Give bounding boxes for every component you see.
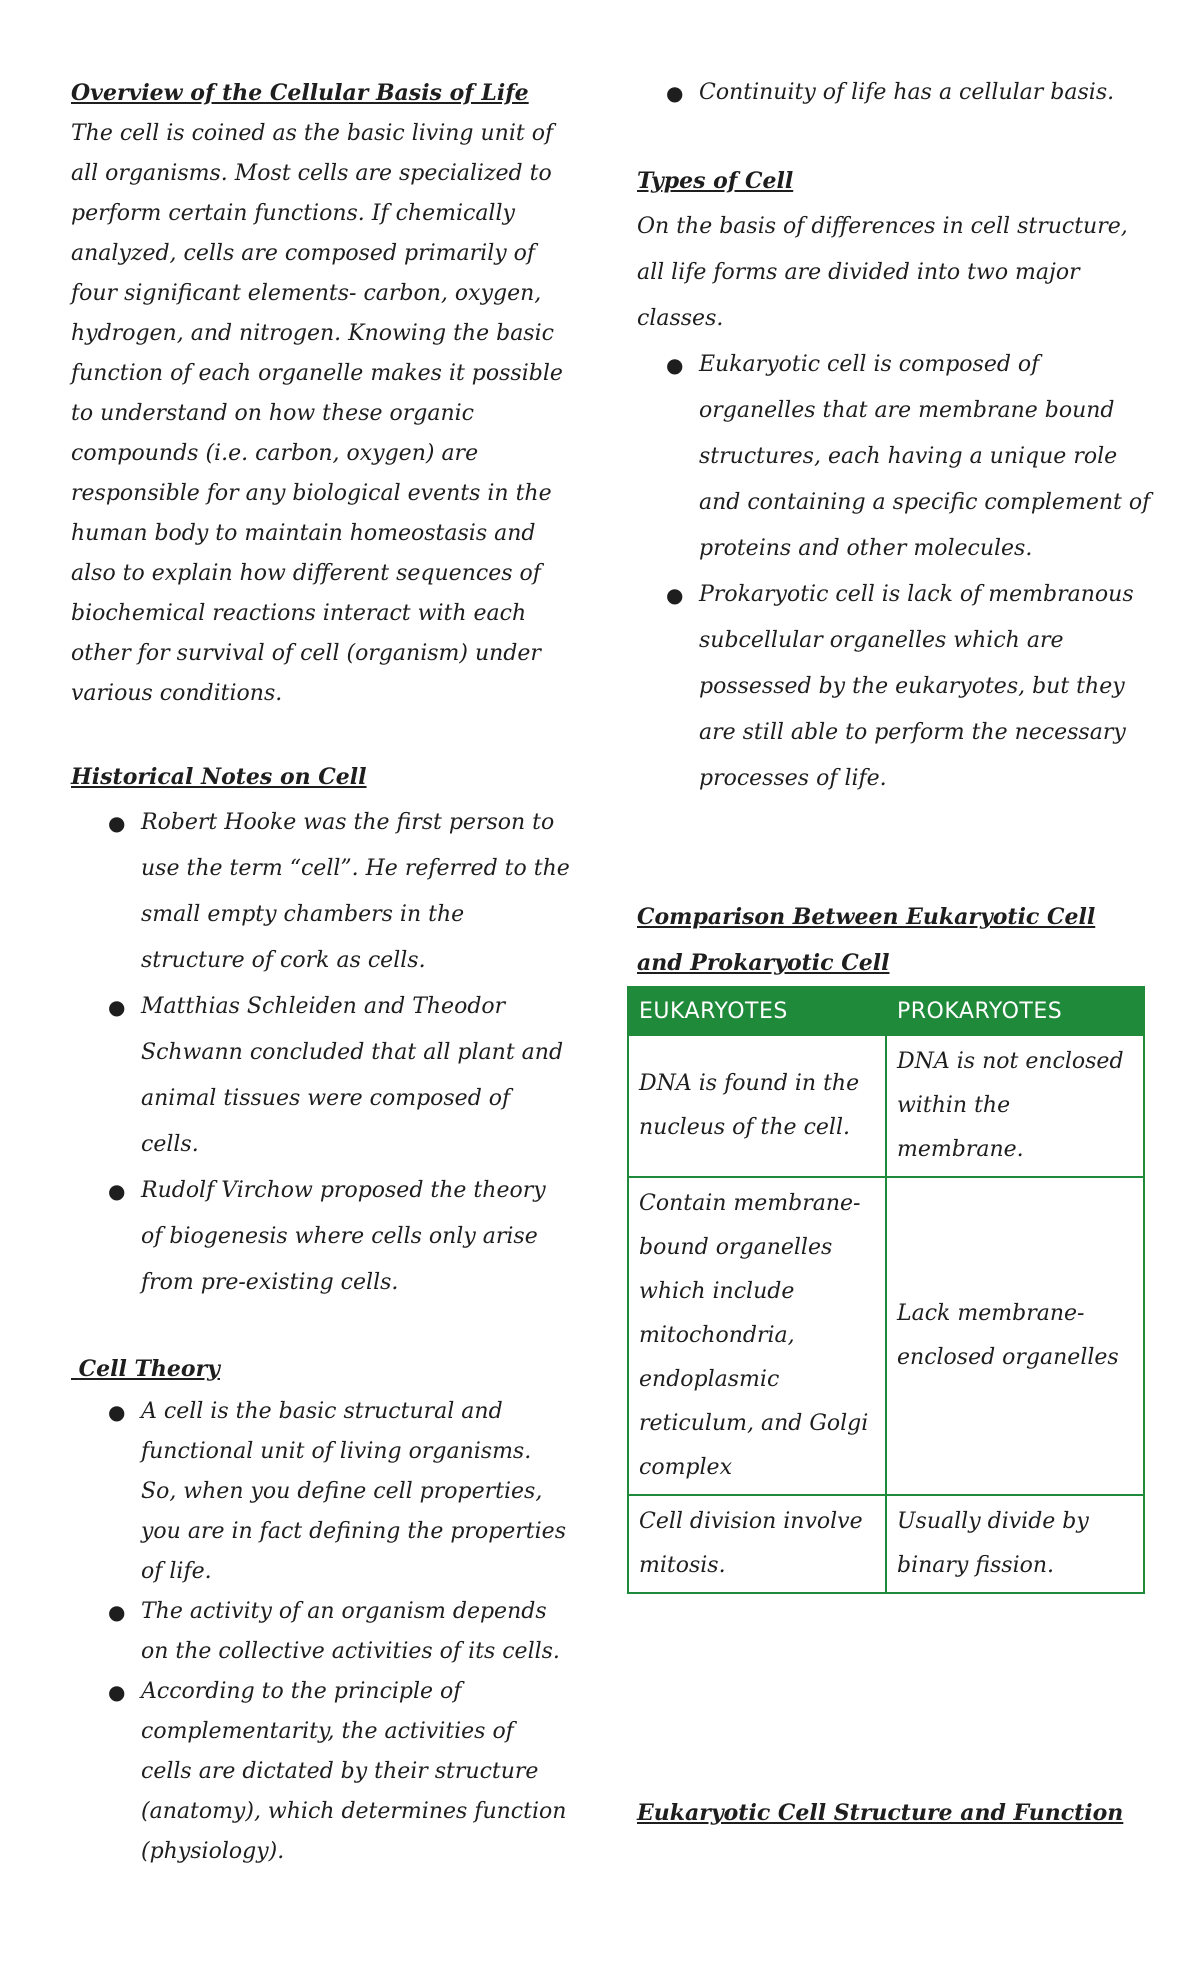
table-cell: Lack membrane-enclosed organelles: [886, 1177, 1144, 1495]
list-item: ● Robert Hooke was the first person to use the term “cell”. He referred to the small empty chambers in the structure of cork as cells.: [108, 810, 570, 973]
list-item: ● Rudolf Virchow proposed the theory of biogenesis where cells only arise from pre-existing cells.: [108, 1178, 546, 1295]
list-item: ● Continuity of life has a cellular basis.: [666, 80, 1115, 105]
list-item: ● According to the principle of complementarity, the activities of cells are dictated by their structure (anatomy), which determines function (physiology).: [108, 1679, 567, 1864]
list-item: ● Matthias Schleiden and Theodor Schwann concluded that all plant and animal tissues were composed of cells.: [108, 994, 564, 1157]
table-cell: Usually divide by binary fission.: [886, 1495, 1144, 1593]
table-cell: Contain membrane-bound organelles which include mitochondria, endoplasmic reticulum, and Golgi complex: [628, 1177, 886, 1495]
historical-notes-list: [71, 800, 571, 1306]
right-column: [637, 74, 1157, 1836]
overview-paragraph: The cell is coined as the basic living unit of all organisms. Most cells are specialized to perform certain functions. If chemically analyzed, cells are composed primarily of four significant elements- carbon, oxygen, hydrogen, and nitrogen. Knowing the basic function of each organelle makes it possible to understand on how these organic compounds (i.e. carbon, oxygen) are responsible for any biological events in the human body to maintain homeostasis and also to explain how different sequences of biochemical reactions interact with each other for survival of cell (organism) under various conditions.: [71, 121, 563, 706]
left-column: [71, 74, 571, 1872]
comparison-table: [627, 986, 1145, 1594]
table-cell: DNA is found in the nucleus of the cell.: [628, 1035, 886, 1177]
table-cell: DNA is not enclosed within the membrane.: [886, 1035, 1144, 1177]
table-row: [628, 1495, 1144, 1593]
types-of-cell-paragraph: On the basis of differences in cell structure, all life forms are divided into two major classes.: [637, 214, 1128, 331]
types-of-cell-list: [629, 342, 1157, 802]
continuity-list: [629, 74, 1157, 112]
list-item: ● The activity of an organism depends on the collective activities of its cells.: [108, 1599, 560, 1664]
table-row: [628, 1035, 1144, 1177]
table-cell: Cell division involve mitosis.: [628, 1495, 886, 1593]
list-item: ● Prokaryotic cell is lack of membranous subcellular organelles which are possessed by the eukaryotes, but they are still able to perform the necessary processes of life.: [666, 582, 1134, 791]
table-row: [628, 1177, 1144, 1495]
column-header-prokaryotes: PROKARYOTES: [886, 987, 1144, 1035]
cell-theory-heading: Cell Theory: [78, 1356, 220, 1382]
column-header-eukaryotes: EUKARYOTES: [628, 987, 886, 1035]
types-of-cell-heading: Types of Cell: [637, 168, 794, 194]
list-item: ● Eukaryotic cell is composed of organelles that are membrane bound structures, each having a unique role and containing a specific complement of proteins and other molecules.: [666, 352, 1151, 561]
comparison-heading: Comparison Between Eukaryotic Cell and Prokaryotic Cell: [637, 904, 1096, 976]
list-item: ● A cell is the basic structural and functional unit of living organisms. So, when you define cell properties, you are in fact defining the properties of life.: [108, 1399, 566, 1584]
overview-heading: Overview of the Cellular Basis of Life: [71, 80, 529, 106]
table-header-row: [628, 987, 1144, 1035]
cell-theory-list: [71, 1392, 571, 1872]
historical-notes-heading: Historical Notes on Cell: [71, 764, 367, 790]
eukaryotic-structure-heading: Eukaryotic Cell Structure and Function: [637, 1800, 1124, 1826]
